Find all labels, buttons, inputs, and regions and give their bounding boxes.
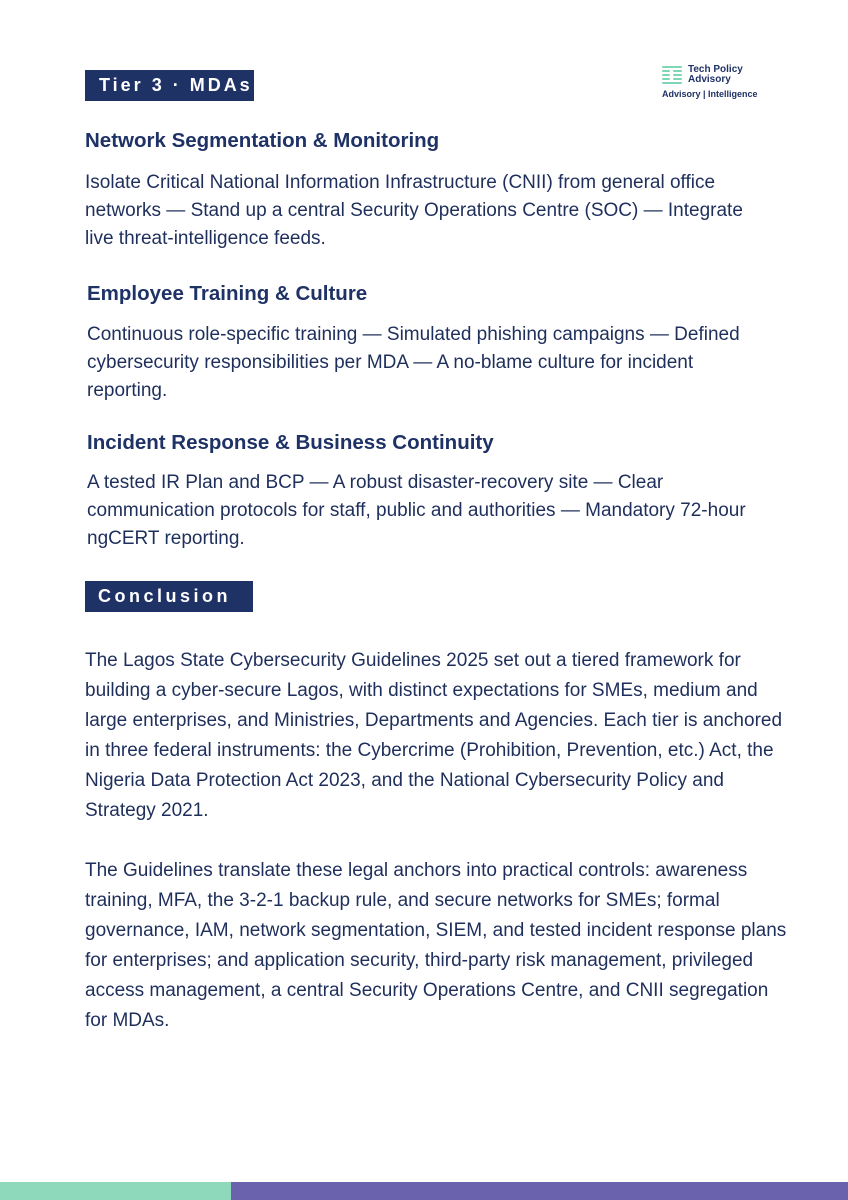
- section-tag-tier-3: Tier 3 · MDAs: [85, 70, 254, 101]
- footer-bar-left: [0, 1182, 231, 1200]
- footer-bar-right: [231, 1182, 848, 1200]
- logo-subtitle: Advisory | Intelligence: [662, 89, 758, 99]
- body-incident-response: A tested IR Plan and BCP — A robust disaster-recovery site — Clear communication protocols for staff, public and authorities — Mandatory 72-hour ngCERT reporting.: [87, 472, 746, 549]
- section-tag-conclusion: Conclusion: [85, 581, 253, 612]
- heading-employee-training: Employee Training & Culture: [87, 282, 368, 305]
- conclusion-paragraph-1: The Lagos State Cybersecurity Guidelines 2025 set out a tiered framework for building a cyber-secure Lagos, with distinct expectations for SMEs, medium and large enterprises, and Ministries, Departments and Agencies. Each tier is anchored in three federal instruments: the Cybercrime (Prohibition, Prevention, etc.) Act, the Nigeria Data Protection Act 2023, and the National Cybersecurity Policy and Strategy 2021.: [85, 650, 783, 821]
- brand-logo: [662, 66, 772, 102]
- logo-bars-icon: [662, 66, 682, 84]
- logo-title: Tech Policy Advisory: [688, 64, 743, 85]
- heading-network-segmentation: Network Segmentation & Monitoring: [85, 129, 440, 152]
- body-employee-training: Continuous role-specific training — Simulated phishing campaigns — Defined cybersecurity responsibilities per MDA — A no-blame culture for incident reporting.: [87, 324, 740, 401]
- heading-incident-response: Incident Response & Business Continuity: [87, 431, 494, 454]
- conclusion-paragraph-2: The Guidelines translate these legal anchors into practical controls: awareness training, MFA, the 3-2-1 backup rule, and secure networks for SMEs; formal governance, IAM, network segmentation, SIEM, and tested incident response plans for enterprises; and application security, third-party risk management, privileged access management, a central Security Operations Centre, and CNII segregation for MDAs.: [85, 860, 787, 1031]
- body-network-segmentation: Isolate Critical National Information Infrastructure (CNII) from general office networks — Stand up a central Security Operations Centre (SOC) — Integrate live threat-intelligence feeds.: [85, 172, 743, 249]
